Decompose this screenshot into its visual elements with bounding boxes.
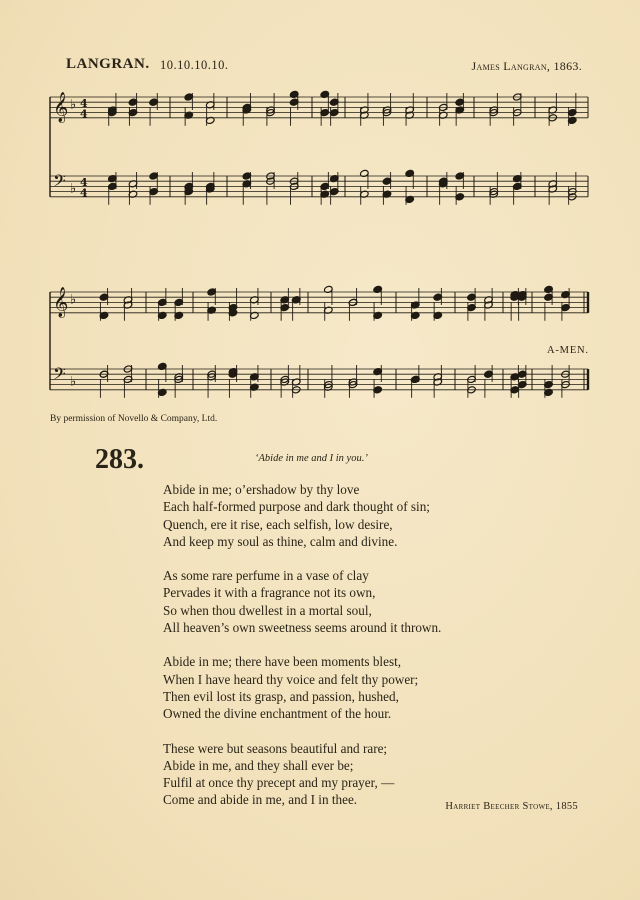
hymn-author: Harriet Beecher Stowe, 1855 <box>445 801 578 812</box>
composer: James Langran, 1863. <box>471 59 582 73</box>
stanza-line: So when thou dwellest in a mortal soul, <box>163 602 372 618</box>
stanza-3 <box>163 653 441 722</box>
bass-clef: 𝄢 <box>53 170 66 195</box>
stanza-line: Abide in me, and they shall ever be; <box>163 757 354 773</box>
stanza-line: Pervades it with a fragrance not its own, <box>163 585 376 601</box>
epigraph: ‘Abide in me and I in you.’ <box>255 453 368 464</box>
flat-sign: ♭ <box>70 97 77 113</box>
stanza-line: Abide in me; o’ershadow by thy love <box>163 482 360 497</box>
stanza-line: Fulfil at once thy precept and my prayer, — <box>163 775 395 791</box>
stanza-line: Come and abide in me, and I in thee. <box>163 792 358 808</box>
stanza-line: Owned the divine enchantment of the hour. <box>163 706 392 722</box>
time-signature-top: 4 <box>80 175 88 189</box>
stanza-line: Abide in me; there have been moments blest, <box>163 654 402 670</box>
flat-sign: ♭ <box>70 292 77 308</box>
stanza-line: And keep my soul as thine, calm and divine. <box>163 533 398 549</box>
stanza-line: These were but seasons beautiful and rare; <box>163 740 388 756</box>
stanza-line: All heaven’s own sweetness seems around it thrown. <box>163 620 442 636</box>
meter: 10.10.10.10. <box>160 58 229 72</box>
time-signature-bottom: 4 <box>80 186 88 200</box>
stanza-2 <box>163 567 441 636</box>
hymn-number: 283. <box>95 444 144 475</box>
stanza-line: When I have heard thy voice and felt thy power; <box>163 671 419 687</box>
amen-label: A-MEN. <box>547 345 589 356</box>
music-score <box>0 0 640 420</box>
stanza-line: Then evil lost its grasp, and passion, hushed, <box>163 688 399 704</box>
stanza-line: Quench, ere it rise, each selfish, low desire, <box>163 516 393 532</box>
time-signature-top: 4 <box>80 96 88 110</box>
stanzas <box>163 481 441 826</box>
stanza-4 <box>163 740 441 809</box>
treble-clef: 𝄞 <box>53 92 69 123</box>
permission-note: By permission of Novello & Company, Ltd. <box>50 414 218 424</box>
flat-sign: ♭ <box>70 181 77 197</box>
treble-clef: 𝄞 <box>53 287 69 318</box>
tune-name: LANGRAN. <box>66 56 150 72</box>
stanza-1 <box>163 481 441 550</box>
bass-clef: 𝄢 <box>53 363 66 388</box>
flat-sign: ♭ <box>70 374 77 390</box>
stanza-line: As some rare perfume in a vase of clay <box>163 568 369 584</box>
stanza-line: Each half-formed purpose and dark thought of sin; <box>163 499 430 515</box>
time-signature-bottom: 4 <box>80 107 88 121</box>
